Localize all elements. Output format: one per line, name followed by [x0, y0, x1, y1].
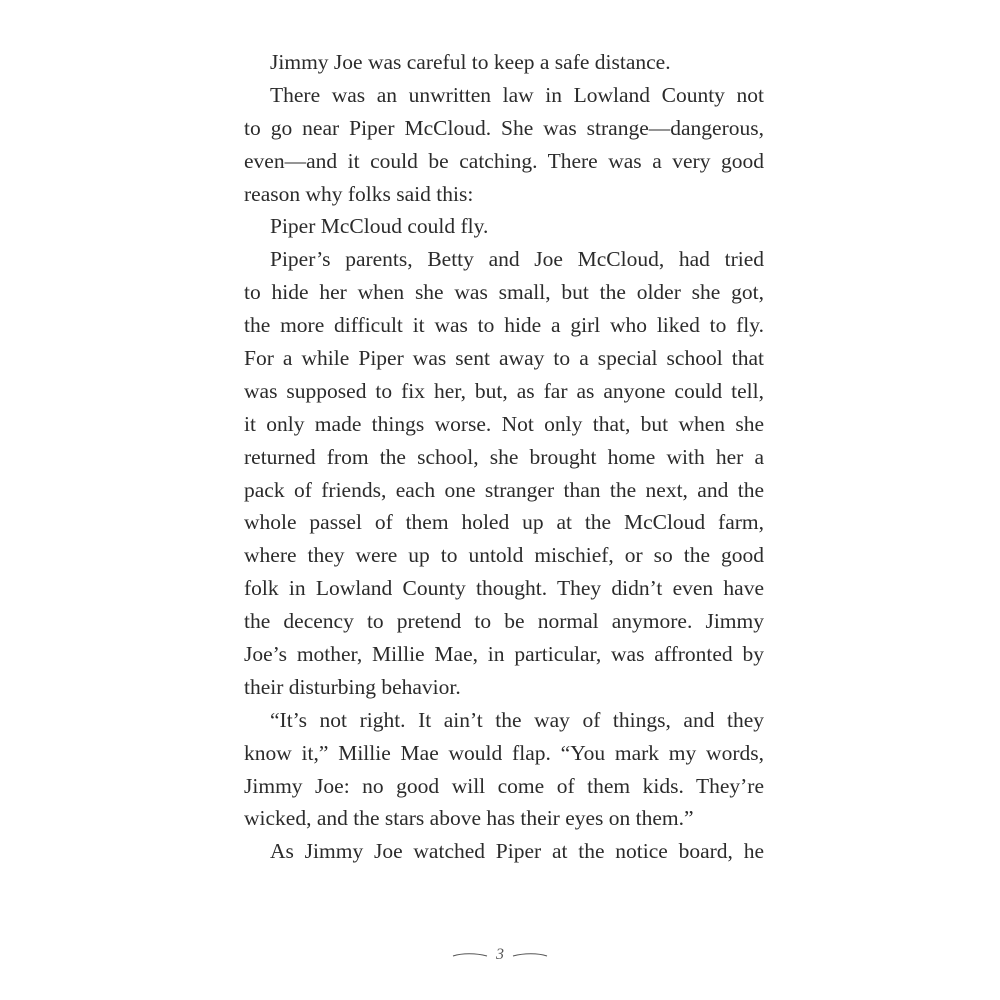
- text-line: it only made things worse. Not only that, but when she: [244, 411, 764, 436]
- text-line: even—and it could be catching. There was a very good: [244, 148, 764, 173]
- text-line: Joe’s mother, Millie Mae, in particular, was affronted by: [244, 642, 764, 667]
- text-line: where they were up to untold mischief, or so the good: [244, 543, 764, 568]
- right-swash-ornament-icon: [512, 950, 548, 960]
- text-line: wicked, and the stars above has their eyes on them.”: [244, 806, 694, 831]
- text-line: know it,” Millie Mae would flap. “You mark my words,: [244, 740, 764, 765]
- text-line: For a while Piper was sent away to a special school that: [244, 346, 764, 371]
- text-line: As Jimmy Joe watched Piper at the notice board, he: [270, 839, 764, 864]
- text-line: folk in Lowland County thought. They didn’t even have: [244, 576, 764, 601]
- text-line: the more difficult it was to hide a girl who liked to fly.: [244, 313, 764, 338]
- page-number: 3: [496, 946, 504, 963]
- text-line: Jimmy Joe was careful to keep a safe distance.: [270, 50, 671, 74]
- left-swash-ornament-icon: [452, 950, 488, 960]
- page-footer: [0, 940, 1000, 970]
- text-line: Piper’s parents, Betty and Joe McCloud, had tried: [270, 247, 764, 272]
- body-text: [244, 46, 764, 868]
- text-line: the decency to pretend to be normal anymore. Jimmy: [244, 609, 764, 634]
- text-line: Piper McCloud could fly.: [270, 214, 489, 239]
- text-line: pack of friends, each one stranger than the next, and the: [244, 477, 764, 502]
- text-line: reason why folks said this:: [244, 181, 474, 206]
- text-line: to go near Piper McCloud. She was strange—dangerous,: [244, 115, 764, 140]
- text-line: returned from the school, she brought home with her a: [244, 444, 764, 469]
- text-line: Jimmy Joe: no good will come of them kids. They’re: [244, 773, 764, 798]
- text-line: was supposed to fix her, but, as far as anyone could tell,: [244, 378, 764, 403]
- text-line: “It’s not right. It ain’t the way of things, and they: [270, 707, 764, 732]
- text-line: There was an unwritten law in Lowland County not: [270, 82, 764, 107]
- text-line: to hide her when she was small, but the older she got,: [244, 280, 764, 305]
- text-line: their disturbing behavior.: [244, 674, 461, 699]
- text-line: whole passel of them holed up at the McCloud farm,: [244, 510, 764, 535]
